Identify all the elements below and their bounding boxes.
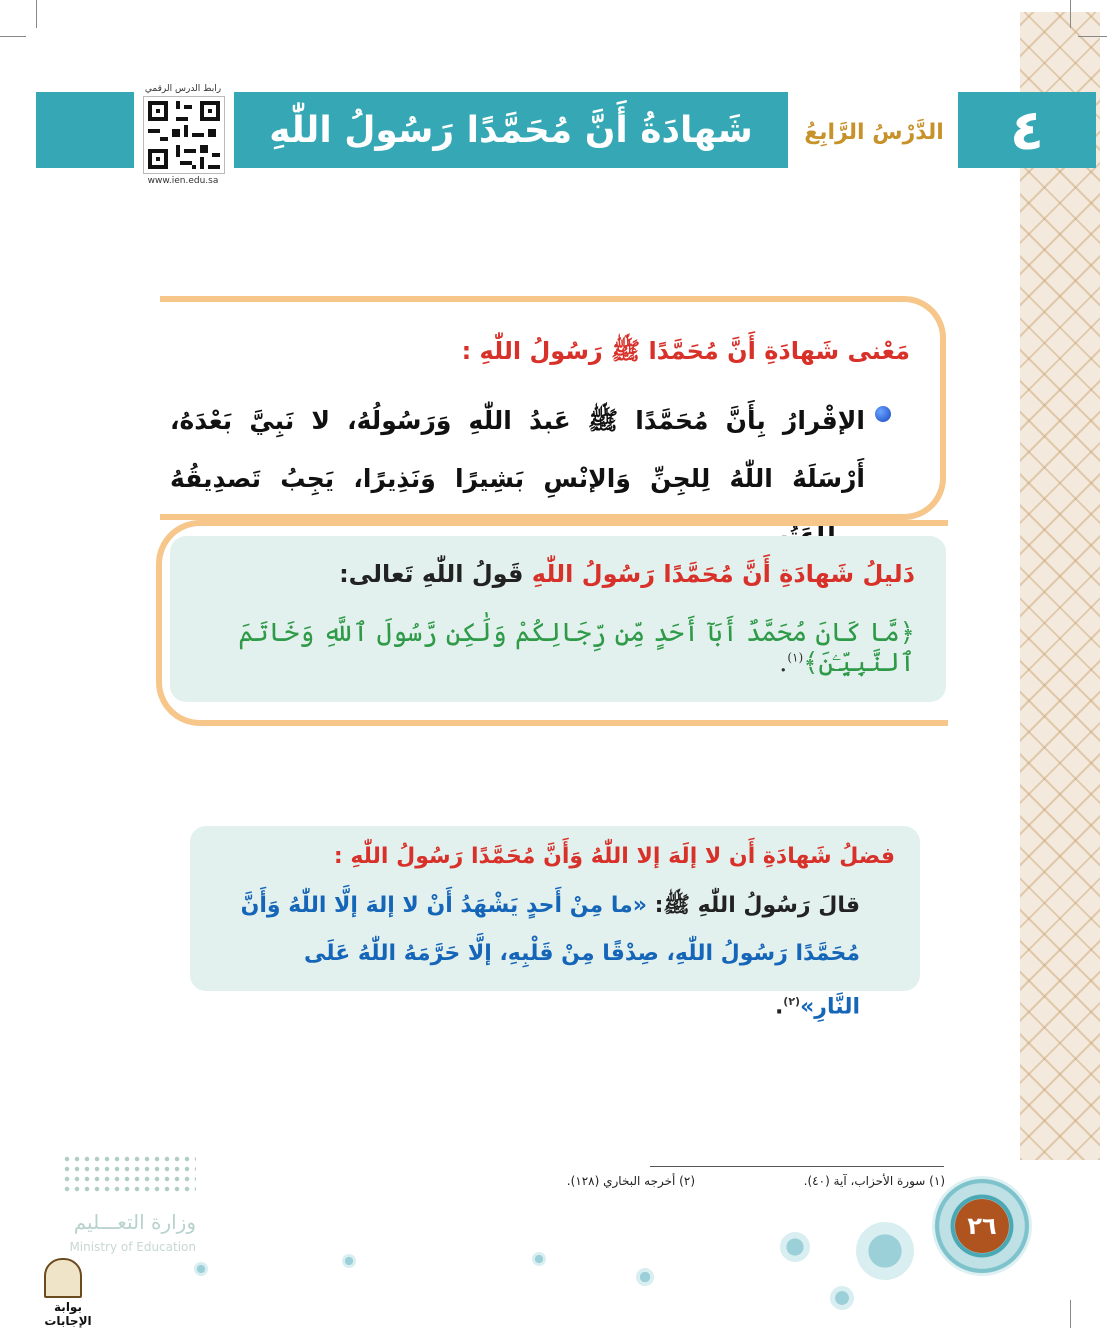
crop-mark <box>0 36 26 37</box>
meaning-heading: مَعْنى شَهادَةِ أَنَّ مُحَمَّدًا ﷺ رَسُولُ اللّٰهِ : <box>461 337 910 365</box>
portal-logo-icon <box>44 1258 82 1298</box>
crop-mark <box>1070 0 1071 28</box>
evidence-heading-red: دَليلُ شَهادَةِ أَنَّ مُحَمَّدًا رَسُولُ اللّٰهِ <box>531 560 915 588</box>
portal-label: بوابة الإجابات <box>44 1300 92 1328</box>
bullet-icon <box>875 406 891 422</box>
crop-mark <box>36 0 37 28</box>
ministry-logo <box>62 1154 196 1194</box>
rosette-decoration <box>636 1268 654 1286</box>
qr-code[interactable] <box>143 96 225 174</box>
lesson-title: شَهادَةُ أَنَّ مُحَمَّدًا رَسُولُ اللّٰهِ <box>269 109 753 151</box>
qr-code-icon <box>144 97 224 173</box>
evidence-heading-black: قَولُ اللّٰهِ تَعالى: <box>339 560 524 588</box>
qr-url[interactable]: www.ien.edu.sa <box>147 176 219 186</box>
virtue-heading: فضلُ شَهادَةِ أَن لا إلَهَ إلا اللّٰهُ وَأَنَّ مُحَمَّدًا رَسُولُ اللّٰهِ : <box>333 844 895 869</box>
hadith-text <box>225 882 860 1031</box>
rosette-decoration <box>830 1286 854 1310</box>
verse-end: . <box>779 648 788 678</box>
ministry-name-en: Ministry of Education <box>69 1240 196 1254</box>
header-band-left <box>36 92 134 168</box>
footnote-2: (٢) أخرجه البخاري (١٢٨). <box>566 1174 695 1188</box>
hadith-ref: (٢) <box>783 995 801 1008</box>
crop-mark <box>1070 1300 1071 1328</box>
hadith-quote: «ما مِنْ أَحدٍ يَشْهَدُ أَنْ لا إلهَ إلَّا اللّٰهُ وَأَنَّ مُحَمَّدًا رَسُولُ اللّٰهِ، صِدْقًا مِنْ قَلْبِهِ، إلَّا حَرَّمَهُ اللّٰهُ عَلَى النَّارِ» <box>240 893 860 1020</box>
rosette-decoration <box>532 1252 546 1266</box>
side-decorative-pattern <box>1020 12 1100 1160</box>
lesson-label: الدَّرْسُ الرَّابِعُ <box>804 119 944 145</box>
rosette-decoration <box>856 1222 914 1280</box>
rosette-decoration <box>780 1232 810 1262</box>
verse-text: ﴿مَّا كَانَ مُحَمَّدٌ أَبَآ أَحَدٍ مِّن رِّجَالِكُمْ وَلَٰكِن رَّسُولَ ٱللَّهِ وَخَاتَمَ ٱلنَّبِيِّـۧنَ﴾ <box>238 618 915 678</box>
quran-verse <box>195 618 915 679</box>
hadith-intro: قالَ رَسُولُ اللّٰهِ ﷺ: <box>654 893 860 918</box>
evidence-heading <box>300 560 915 588</box>
ministry-name-ar: وزارة التعـــليم <box>73 1210 196 1234</box>
rosette-decoration <box>194 1262 208 1276</box>
page-number: ٢٦ <box>955 1199 1009 1253</box>
verse-ref: (١) <box>787 650 804 665</box>
crop-mark <box>1078 36 1107 37</box>
qr-caption: رابط الدرس الرقمي <box>144 84 222 94</box>
hadith-end: . <box>774 994 784 1020</box>
footnote-divider <box>650 1166 944 1167</box>
lesson-number: ٤ <box>958 92 1096 168</box>
footnote-1: (١) سورة الأحزاب، آية (٤٠). <box>803 1174 945 1188</box>
meaning-text: الإقْرارُ بِأَنَّ مُحَمَّدًا ﷺ عَبدُ اللّٰهِ وَرَسُولُهُ، لا نَبِيَّ بَعْدَهُ، أَرْسَلَهُ اللّٰهُ لِلجِنِّ وَالإنْسِ بَشِيرًا وَنَذِيرًا، يَجِبُ تَصدِيقُهُ <box>170 406 865 493</box>
rosette-decoration <box>342 1254 356 1268</box>
